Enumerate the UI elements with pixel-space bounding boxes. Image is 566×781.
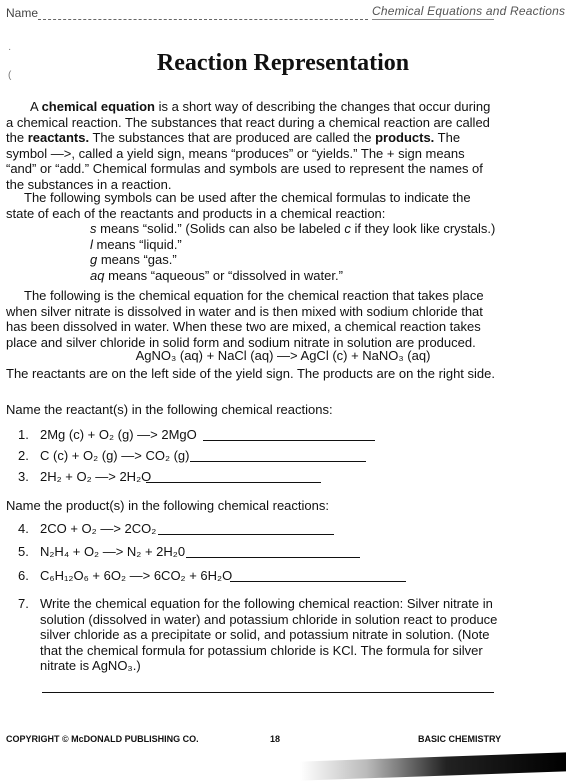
scan-artifact <box>300 752 566 780</box>
intro-text: The substances that are produced are called the <box>89 130 376 145</box>
answer-line-6[interactable] <box>230 571 406 582</box>
symbol-desc: if they look like crystals.) <box>350 221 496 236</box>
intro-paragraph <box>6 99 492 192</box>
state-symbols-intro: The following symbols can be used after the chemical formulas to indicate the state of each of the reactants and products in a chemical reaction: <box>6 190 471 221</box>
answer-line-3[interactable] <box>146 472 321 483</box>
question-equation: 2H₂ + O₂ —> 2H₂O <box>40 469 152 484</box>
footer-copyright: COPYRIGHT © McDONALD PUBLISHING CO. <box>6 734 199 744</box>
question-equation: C₆H₁₂O₆ + 6O₂ —> 6CO₂ + 6H₂O <box>40 568 233 583</box>
unit-title: Chemical Equations and Reactions <box>372 4 566 18</box>
symbol-letter: g <box>90 252 98 267</box>
question-1 <box>18 427 197 442</box>
answer-line-4[interactable] <box>158 524 334 535</box>
question-equation: N₂H₄ + O₂ —> N₂ + 2H₂0 <box>40 544 186 559</box>
symbol-aqueous <box>90 268 510 284</box>
example-paragraph: The following is the chemical equation for the chemical reaction that takes place when silver nitrate is dissolved in water and is then mixed with sodium chloride that has been dissolved in water. When these two are mixed, a chemical reaction takes place and silver chloride in solid form and sodium nitrate in solution are produced. <box>6 288 484 350</box>
term-reactants: reactants. <box>27 130 90 145</box>
symbol-letter: s <box>90 221 97 236</box>
question-4 <box>18 521 156 536</box>
margin-mark: · <box>8 44 12 55</box>
section-reactants-heading: Name the reactant(s) in the following chemical reactions: <box>6 402 333 417</box>
example-equation: AgNO₃ (aq) + NaCl (aq) —> AgCl (c) + NaNO₃ (aq) <box>135 348 431 363</box>
symbol-solid <box>90 221 510 237</box>
question-equation: 2CO + O₂ —> 2CO₂ <box>40 521 157 536</box>
question-7-number: 7. <box>18 596 29 611</box>
answer-line-1[interactable] <box>203 430 375 441</box>
answer-line-7[interactable] <box>42 692 494 693</box>
section-products-heading: Name the product(s) in the following chemical reactions: <box>6 498 329 513</box>
question-number: 6. <box>18 568 29 583</box>
page-title: Reaction Representation <box>156 50 410 76</box>
term-products: products. <box>375 130 435 145</box>
question-number: 1. <box>18 427 29 442</box>
question-equation: 2Mg (c) + O₂ (g) —> 2MgO <box>40 427 197 442</box>
answer-line-5[interactable] <box>186 547 360 558</box>
symbol-desc: means “liquid.” <box>92 236 182 252</box>
intro-text: is a short way of describing the changes that occur during a chemical reaction. The substances that react during a chemical reaction are called the <box>6 99 491 145</box>
symbol-letter: c <box>344 221 351 236</box>
unit-title-rule <box>372 19 494 20</box>
symbol-letter: l <box>90 236 93 252</box>
page-number: 18 <box>270 734 281 744</box>
symbol-desc: means “gas.” <box>97 252 177 267</box>
question-7-text: Write the chemical equation for the following chemical reaction: Silver nitrate in solution (dissolved in water) and potassium chloride in solution react to produce silver chloride as a precipitate or solid, and potassium nitrate in solution. (Note that the chemical formula for potassium chloride is KCl. The formula for silver nitrate is AgNO₃.) <box>40 596 498 673</box>
answer-line-2[interactable] <box>190 451 366 462</box>
name-label: Name <box>6 6 39 20</box>
question-3 <box>18 469 151 484</box>
question-5 <box>18 544 185 559</box>
footer-book-title: BASIC CHEMISTRY <box>418 734 502 744</box>
question-number: 3. <box>18 469 29 484</box>
term-chemical-equation: chemical equation <box>41 99 155 114</box>
symbol-liquid <box>90 237 510 253</box>
question-equation: C (c) + O₂ (g) —> CO₂ (g) <box>40 448 190 463</box>
symbol-gas <box>90 252 510 268</box>
question-number: 5. <box>18 544 29 559</box>
question-2 <box>18 448 190 463</box>
margin-mark: ( <box>8 70 12 81</box>
question-number: 4. <box>18 521 29 536</box>
name-blank-line <box>38 19 368 20</box>
example-conclusion: The reactants are on the left side of the yield sign. The products are on the right side. <box>6 366 495 381</box>
symbol-letter: aq <box>90 267 105 283</box>
symbol-desc: means “aqueous” or “dissolved in water.” <box>104 267 343 283</box>
state-symbols-list <box>90 221 510 283</box>
question-number: 2. <box>18 448 29 463</box>
symbol-desc: means “solid.” (Solids can also be labeled <box>96 221 345 236</box>
question-6 <box>18 568 232 583</box>
intro-text: The symbol —>, called a yield sign, means “produces” or “yields.” The + sign means “and” or “add.” Chemical formulas and symbols are used to represent the names of the substances in a reaction. <box>6 130 483 192</box>
intro-text: A <box>30 99 42 114</box>
